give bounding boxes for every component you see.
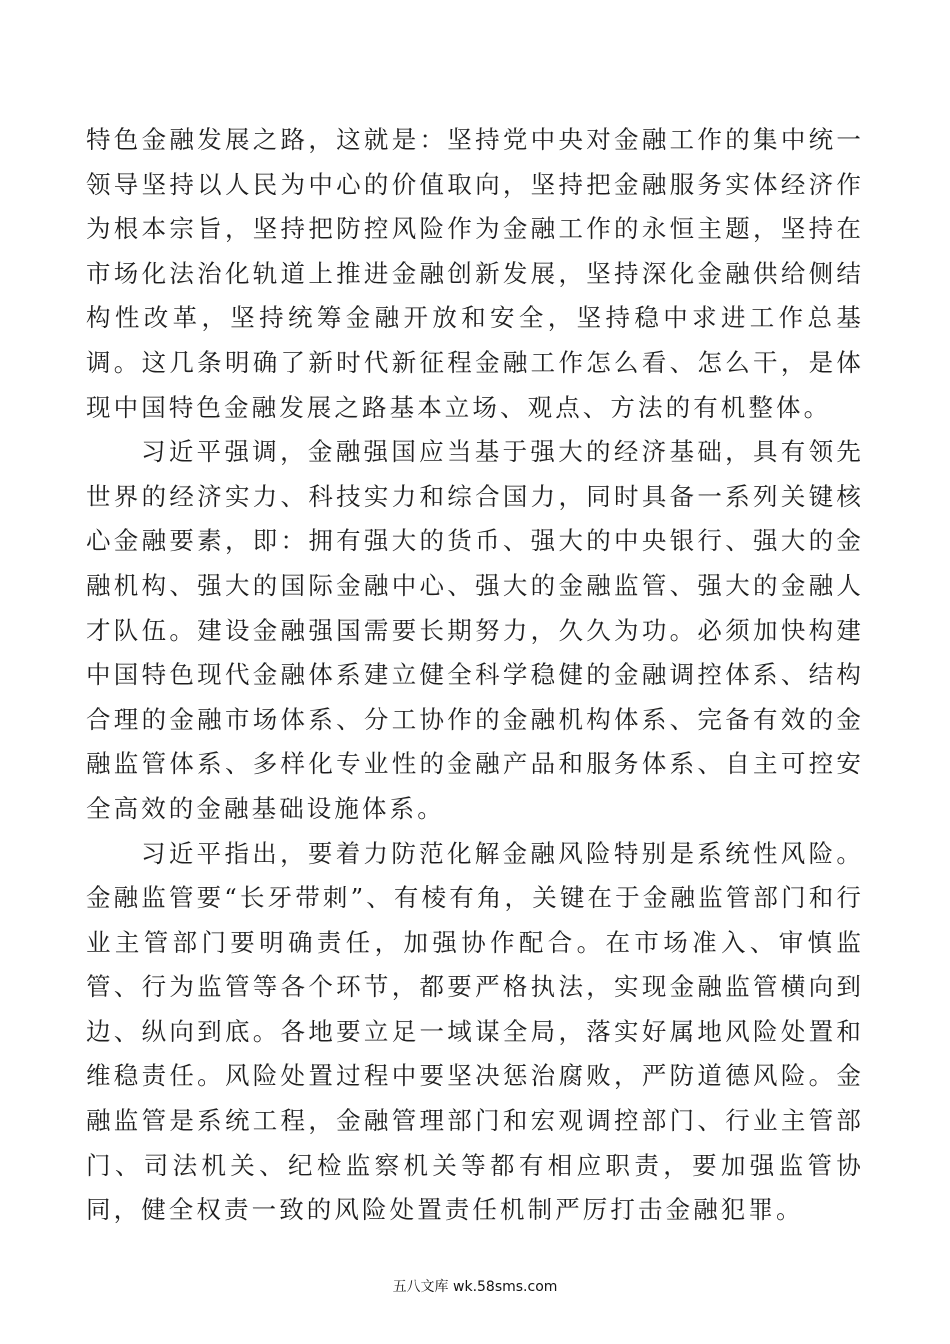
paragraph-2: 习近平强调，金融强国应当基于强大的经济基础，具有领先世界的经济实力、科技实力和综合国力，同时具备一系列关键核心金融要素，即：拥有强大的货币、强大的中央银行、强大的金融机构、强大的国际金融中心、强大的金融监管、强大的金融人才队伍。建设金融强国需要长期努力，久久为功。必须加快构建中国特色现代金融体系建立健全科学稳健的金融调控体系、结构合理的金融市场体系、分工协作的金融机构体系、完备有效的金融监管体系、多样化专业性的金融产品和服务体系、自主可控安全高效的金融基础设施体系。: [86, 437, 864, 823]
document-body: [86, 118, 864, 1233]
paragraph-3: 习近平指出，要着力防范化解金融风险特别是系统性风险。金融监管要“长牙带刺”、有棱有角，关键在于金融监管部门和行业主管部门要明确责任，加强协作配合。在市场准入、审慎监管、行为监管等各个环节，都要严格执法，实现金融监管横向到边、纵向到底。各地要立足一域谋全局，落实好属地风险处置和维稳责任。风险处置过程中要坚决惩治腐败，严防道德风险。金融监管是系统工程，金融管理部门和宏观调控部门、行业主管部门、司法机关、纪检监察机关等都有相应职责，要加强监管协同，健全权责一致的风险处置责任机制严厉打击金融犯罪。: [86, 838, 864, 1225]
page-footer: 五八文库 wk.58sms.com: [392, 1279, 558, 1295]
paragraph-1: 特色金融发展之路，这就是：坚持党中央对金融工作的集中统一领导坚持以人民为中心的价值取向，坚持把金融服务实体经济作为根本宗旨，坚持把防控风险作为金融工作的永恒主题，坚持在市场化法治化轨道上推进金融创新发展，坚持深化金融供给侧结构性改革，坚持统筹金融开放和安全，坚持稳中求进工作总基调。这几条明确了新时代新征程金融工作怎么看、怎么干，是体现中国特色金融发展之路基本立场、观点、方法的有机整体。: [86, 125, 864, 422]
